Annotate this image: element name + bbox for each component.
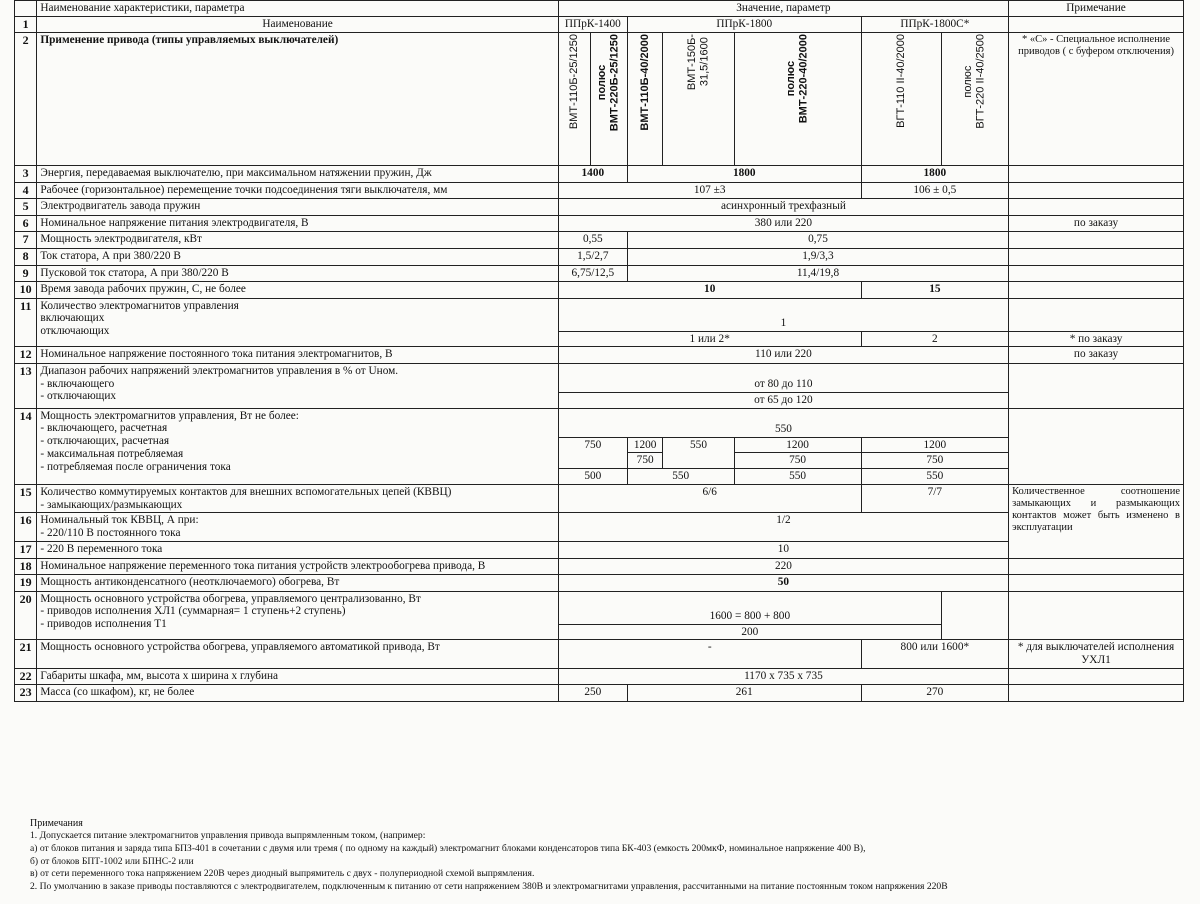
value: 1/2 [558,513,1008,542]
table-row [15,199,1184,216]
row-note: * по заказу [1009,331,1184,347]
value: 1 или 2* [558,331,861,347]
value: 750 [627,453,663,469]
row-label: Мощность антиконденсатного (неотключаемого) обогрева, Вт [37,575,558,592]
row-number: 12 [15,347,37,364]
value: 750 [734,453,861,469]
row-note: Количественное соотношение замыкающих и размыкающих контактов может быть изменено в эксплуатации [1009,484,1184,558]
row-note: по заказу [1009,347,1184,364]
row-label: Номинальное напряжение питания электродвигателя, В [37,215,558,232]
table-row [15,363,1184,392]
footnote-line: 2. По умолчанию в заказе приводы поставляются с электродвигателем, подключенным к питанию от сети напряжением 380В и электромагнитами управления, рассчитанными на питание постоянным током напряжения 220В [30,880,948,892]
value: 1,9/3,3 [627,249,1008,266]
value: 106 ± 0,5 [861,182,1008,199]
footnote-line: в) от сети переменного тока напряжением 220В через диодный выпрямитель с двух - полупериодной схемой выпрямления. [30,868,535,880]
value: 10 [558,282,861,299]
row-label: Количество электромагнитов управления включающих отключающих [37,298,558,347]
table-row [15,232,1184,249]
value: 550 [861,469,1008,485]
value: 380 или 220 [558,215,1008,232]
row-number: 3 [15,166,37,183]
table-row [15,484,1184,513]
value: 50 [558,575,1008,592]
row-label: Энергия, передаваемая выключателю, при максимальном натяжении пружин, Дж [37,166,558,183]
value: 1600 = 800 + 800 [558,591,941,624]
table-row [15,408,1184,437]
value: 550 [734,469,861,485]
value: 11,4/19,8 [627,265,1008,282]
row-note: * «С» - Специальное исполнение приводов ( с буфером отключения) [1009,33,1184,166]
value: 110 или 220 [558,347,1008,364]
header-name: Наименование характеристики, параметра [37,1,558,17]
value: от 80 до 110 [558,363,1008,392]
row-number: 16 [15,513,37,542]
value: 10 [558,541,1008,558]
header-row [15,1,1184,17]
table-row [15,249,1184,266]
table-row [15,33,1184,166]
value: 1170 х 735 х 735 [558,668,1008,685]
table-row [15,668,1184,685]
value: 1800 [861,166,1008,183]
value: 6/6 [558,484,861,513]
table-row [15,182,1184,199]
row-number: 15 [15,484,37,513]
value: - [558,640,861,669]
row-label: Номинальное напряжение переменного тока питания устройств электрообогрева привода, В [37,558,558,575]
model-ppk1800: ППрК-1800 [627,16,861,33]
row-number: 14 [15,408,37,484]
table-row [15,513,1184,542]
footnote-line: б) от блоков БПТ-1002 или БПНС-2 или [30,855,194,867]
value: 2 [861,331,1008,347]
row-number: 18 [15,558,37,575]
footnote-line: а) от блоков питания и заряда типа БПЗ-401 в сочетании с двумя или тремя ( по одному на каждый) электромагнит блоками конденсаторов типа БК-403 (емкость 200мкФ, номинальное напряжение 400 В), [30,842,866,854]
value: 0,75 [627,232,1008,249]
footnotes [30,817,1190,893]
row-number: 17 [15,541,37,558]
value: 270 [861,685,1008,702]
specification-table [14,0,1184,702]
row-number: 22 [15,668,37,685]
value: 1 [558,298,1008,331]
table-row [15,298,1184,331]
breaker-type: ВМТ-110Б-25/1250 [558,33,591,166]
row-label: Мощность электромагнитов управления, Вт не более: - включающего, расчетная - отключающих, расчетная - максимальная потребляемая - потребляемая после ограничения тока [37,408,558,484]
value: 107 ±3 [558,182,861,199]
table-row [15,265,1184,282]
row-label: - 220 В переменного тока [37,541,558,558]
header-note: Примечание [1009,1,1184,17]
row-label: Габариты шкафа, мм, высота х ширина х глубина [37,668,558,685]
table-row [15,575,1184,592]
row-label: Масса (со шкафом), кг, не более [37,685,558,702]
row-label: Применение привода (типы управляемых выключателей) [37,33,558,166]
row-number: 6 [15,215,37,232]
breaker-type: ВГТ-110 II-40/2000 [861,33,941,166]
model-ppk1800c: ППрК-1800С* [861,16,1008,33]
header-value: Значение, параметр [558,1,1008,17]
value: 800 или 1600* [861,640,1008,669]
row-label: Количество коммутируемых контактов для внешних вспомогательных цепей (КВВЦ) - замыкающих/размыкающих [37,484,558,513]
value: 750 [861,453,1008,469]
value: 750 [558,437,627,469]
row-note: * для выключателей исполнения УХЛ1 [1009,640,1184,669]
breaker-type: ВМТ-110Б-40/2000 [627,33,663,166]
row-number: 8 [15,249,37,266]
row-label: Рабочее (горизонтальное) перемещение точки подсоединения тяги выключателя, мм [37,182,558,199]
value: 500 [558,469,627,485]
value: 1200 [627,437,663,453]
model-ppk1400: ППрК-1400 [558,16,627,33]
footnote-line: 1. Допускается питание электромагнитов управления привода выпрямленным током, (например: [30,830,426,842]
row-number: 5 [15,199,37,216]
breaker-type: ВМТ-150Б- 31,5/1600 [663,33,734,166]
row-number: 23 [15,685,37,702]
value: 1400 [558,166,627,183]
row-number: 21 [15,640,37,669]
table-row [15,591,1184,624]
value: 550 [663,437,734,469]
row-label: Наименование [37,16,558,33]
row-number: 7 [15,232,37,249]
footnotes-title: Примечания [30,818,83,829]
value: 200 [558,624,941,640]
table-row [15,347,1184,364]
row-number: 10 [15,282,37,299]
row-number: 11 [15,298,37,347]
row-label: Мощность электродвигателя, кВт [37,232,558,249]
table-row [15,282,1184,299]
row-number: 4 [15,182,37,199]
breaker-type: полюс ВГТ-220 II-40/2500 [941,33,1008,166]
row-number: 13 [15,363,37,408]
value: 1200 [734,437,861,453]
table-row [15,558,1184,575]
row-label: Время завода рабочих пружин, С, не более [37,282,558,299]
value: 6,75/12,5 [558,265,627,282]
value: 550 [558,408,1008,437]
row-number: 2 [15,33,37,166]
row-label: Мощность основного устройства обогрева, управляемого автоматикой привода, Вт [37,640,558,669]
row-label: Мощность основного устройства обогрева, управляемого централизованно, Вт - приводов исполнения ХЛ1 (суммарная= 1 ступень+2 ступень) - приводов исполнения Т1 [37,591,558,640]
table-row [15,685,1184,702]
value: 15 [861,282,1008,299]
value: 0,55 [558,232,627,249]
value: 550 [627,469,734,485]
value: 261 [627,685,861,702]
value: 250 [558,685,627,702]
row-number: 19 [15,575,37,592]
row-label: Номинальный ток КВВЦ, А при: - 220/110 В постоянного тока [37,513,558,542]
value: асинхронный трехфазный [558,199,1008,216]
table-row [15,166,1184,183]
row-number: 20 [15,591,37,640]
table-row [15,640,1184,669]
row-label: Номинальное напряжение постоянного тока питания электромагнитов, В [37,347,558,364]
value: 1800 [627,166,861,183]
value: 1,5/2,7 [558,249,627,266]
row-number: 9 [15,265,37,282]
table-row [15,541,1184,558]
breaker-type: полюс ВМТ-220Б-25/1250 [591,33,628,166]
row-label: Пусковой ток статора, А при 380/220 В [37,265,558,282]
row-label: Ток статора, А при 380/220 В [37,249,558,266]
table-row [15,215,1184,232]
value: 7/7 [861,484,1008,513]
table-row [15,16,1184,33]
row-label: Электродвигатель завода пружин [37,199,558,216]
value: от 65 до 120 [558,392,1008,408]
row-note: по заказу [1009,215,1184,232]
breaker-type: полюс ВМТ-220-40/2000 [734,33,861,166]
row-number: 1 [15,16,37,33]
value: 220 [558,558,1008,575]
row-label: Диапазон рабочих напряжений электромагнитов управления в % от Uном. - включающего - отключающих [37,363,558,408]
value: 1200 [861,437,1008,453]
